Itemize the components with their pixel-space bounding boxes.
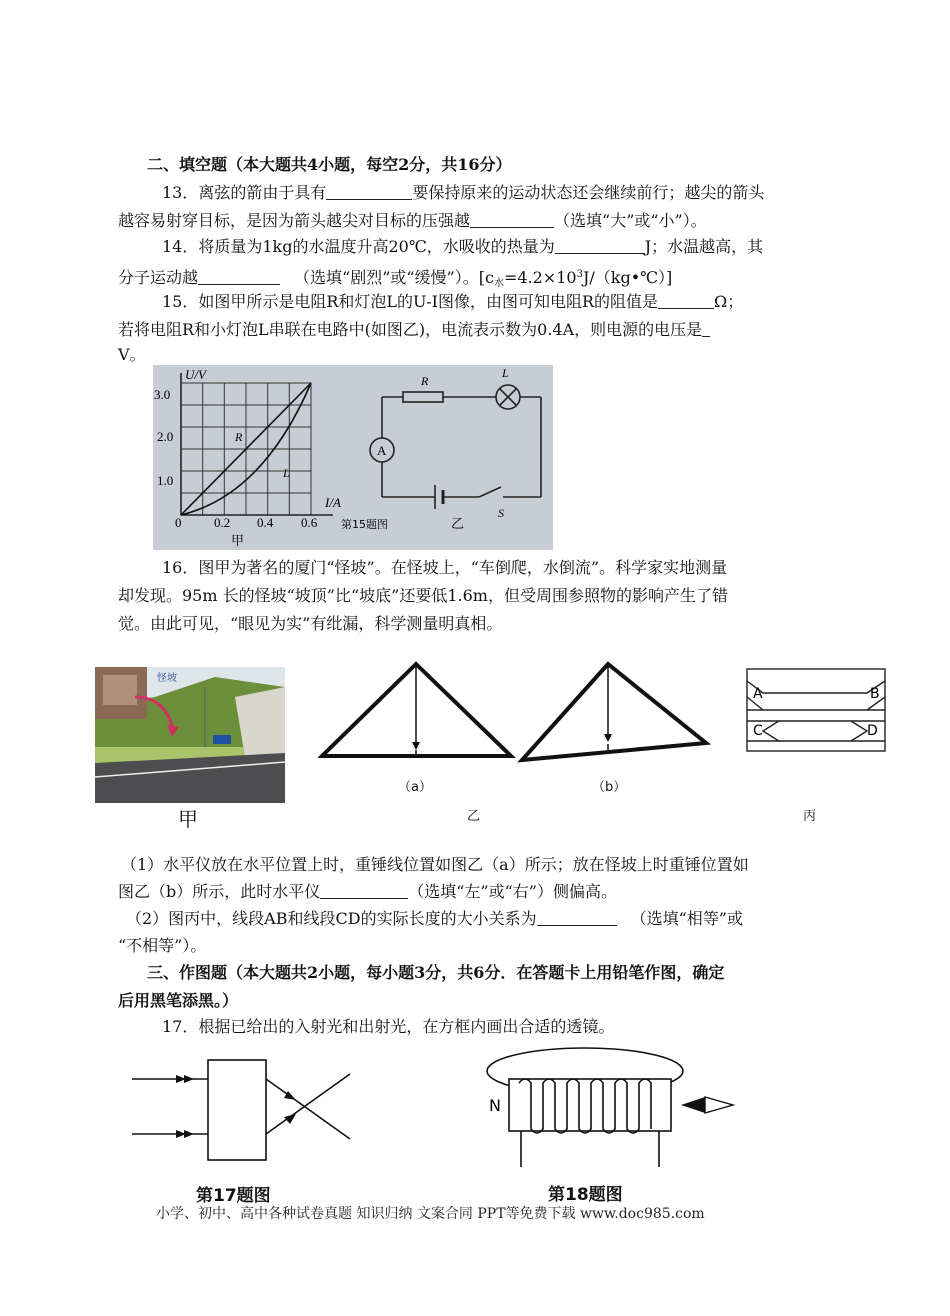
q14-blank-2 [198,269,280,285]
circuit-label-l: L [502,366,509,380]
q16-blank-2 [537,910,617,926]
solenoid-core [509,1079,671,1131]
circuit-label-r: R [421,374,429,388]
illusion-figure [745,667,890,755]
circuit-label-s: S [498,506,504,520]
x-tick-0-2: 0.2 [214,515,231,530]
q15-blank-1 [658,293,714,309]
pt-b: B [870,686,880,702]
q13-blank-2 [470,212,554,228]
q17-text: 17．根据已给出的入射光和出射光，在方框内画出合适的透镜。 [162,1017,615,1036]
label-l: L [283,466,290,480]
outgoing-ray-2 [266,1074,350,1134]
q13-text-1b: 要保持原来的运动状态还会继续前行；越尖的箭头 [412,183,765,202]
q13-text-2b: （选填“大”或“小”）。 [554,211,707,230]
y-tick-3: 3.0 [154,387,171,402]
q18-figure [485,1045,740,1170]
q16-line-2: 却发现。95m 长的怪坡“坡顶”比“坡底”还要低1.6m，但受周围参照物的影响产生了错 [118,586,728,605]
q15-line-1 [162,292,743,312]
q13-line-1 [162,183,764,203]
outgoing-ray-1 [266,1079,350,1139]
caption-fig15: 第15题图 [341,518,388,531]
q14-text-2b: （选填“剧烈”或“缓慢”）。[c [294,268,494,287]
footer-text: 小学、初中、高中各种试卷真题 知识归纳 文案合同 PPT等免费下载 www.doc985.com [156,1206,705,1222]
triangle-a [322,664,511,756]
fig-a: （a） [398,780,432,795]
x-tick-0: 0 [175,515,182,530]
q14-sup-3: 3 [576,269,583,280]
fig-jia: 甲 [178,807,198,831]
q17-caption: 第17题图 [196,1186,271,1206]
q14-text-2c: =4.2×10 [503,268,577,287]
lens-box [208,1060,266,1160]
q13-text-1a: 13．离弦的箭由于具有 [162,183,327,202]
q13-blank-1 [326,184,412,200]
section-3-heading-2: 后用黑笔添黑。） [118,991,239,1010]
fig-bing: 丙 [803,809,817,824]
guaipo-photo [95,667,285,803]
q15-text-2: 若将电阻R和小灯泡L串联在电路中(如图乙)，电流表示数为0.4A，则电源的电压是 [118,320,703,339]
q14-blank-1 [555,238,645,254]
compass-needle [681,1097,733,1113]
level-figures [318,660,713,765]
q16-sub1-line-2 [118,882,617,902]
q16-sub2-text-b: （选填“相等”或 [630,909,743,928]
q16-line-1: 16．图甲为著名的厦门“怪坡”。在怪坡上，“车倒爬，水倒流”。科学家实地测量 [162,558,728,577]
q18-caption: 第18题图 [548,1185,623,1205]
q16-sub1-text-b: （选填“左”或“右”）侧偏高。 [408,882,617,901]
q14-line-1 [162,237,763,257]
y-tick-1: 1.0 [157,473,174,488]
q14-line-2 [118,265,672,294]
q13-text-2a: 越容易射穿目标，是因为箭头越尖对目标的压强越 [118,211,471,230]
y-tick-2: 2.0 [157,429,174,444]
q16-blank-1 [320,883,408,899]
q15-blank-2 [702,321,710,337]
q16-sub2-line-2: “不相等”）。 [118,936,207,955]
circuit-label-a: A [377,443,387,458]
caption-yi: 乙 [451,517,465,532]
q16-sub2-line-1 [126,909,743,929]
fig-b: （b） [592,780,627,795]
q16-sub1-text-a: 图乙（b）所示，此时水平仪 [118,882,321,901]
q15-text-1b: Ω； [714,292,744,311]
x-axis-label: I/A [325,495,341,510]
section-3-heading-1: 三、作图题（本大题共2小题，每小题3分，共6分．在答题卡上用铅笔作图，确定 [147,963,725,982]
triangle-b [522,664,706,760]
y-axis-label: U/V [185,367,206,382]
q17-figure [128,1055,358,1165]
q14-sub-water: 水 [493,278,504,289]
pt-d: D [867,723,878,739]
pt-a: A [753,686,763,702]
q15-line-3: V。 [118,345,146,364]
q14-text-2a: 分子运动越 [118,268,199,287]
q16-sub2-text-a: （2）图丙中，线段AB和线段CD的实际长度的大小关系为 [126,909,537,928]
q16-sub1-line-1: （1）水平仪放在水平位置上时，重锤线位置如图乙（a）所示；放在怪坡上时重锤位置如 [121,855,749,874]
q16-line-3: 觉。由此可见，“眼见为实”有纰漏，科学测量明真相。 [118,614,503,633]
q14-text-1b: J；水温越高，其 [644,237,764,256]
q13-line-2 [118,211,707,231]
section-2-heading: 二、填空题（本大题共4小题，每空2分，共16分） [147,155,512,174]
fig-yi: 乙 [467,809,481,824]
pt-c: C [753,723,763,739]
q15-figure [153,365,553,550]
x-tick-0-4: 0.4 [257,515,274,530]
q14-text-1a: 14．将质量为1kg的水温度升高20℃，水吸收的热量为 [162,237,555,256]
q15-line-2 [118,320,710,340]
x-tick-0-6: 0.6 [301,515,318,530]
photo-label: 怪坡 [157,673,177,684]
label-r: R [235,430,243,444]
caption-jia: 甲 [231,534,245,549]
label-n: N [489,1096,501,1115]
q15-text-1a: 15．如图甲所示是电阻R和灯泡L的U-I图像，由图可知电阻R的阻值是 [162,292,659,311]
q14-text-2d: J/（kg•℃）] [582,268,673,287]
